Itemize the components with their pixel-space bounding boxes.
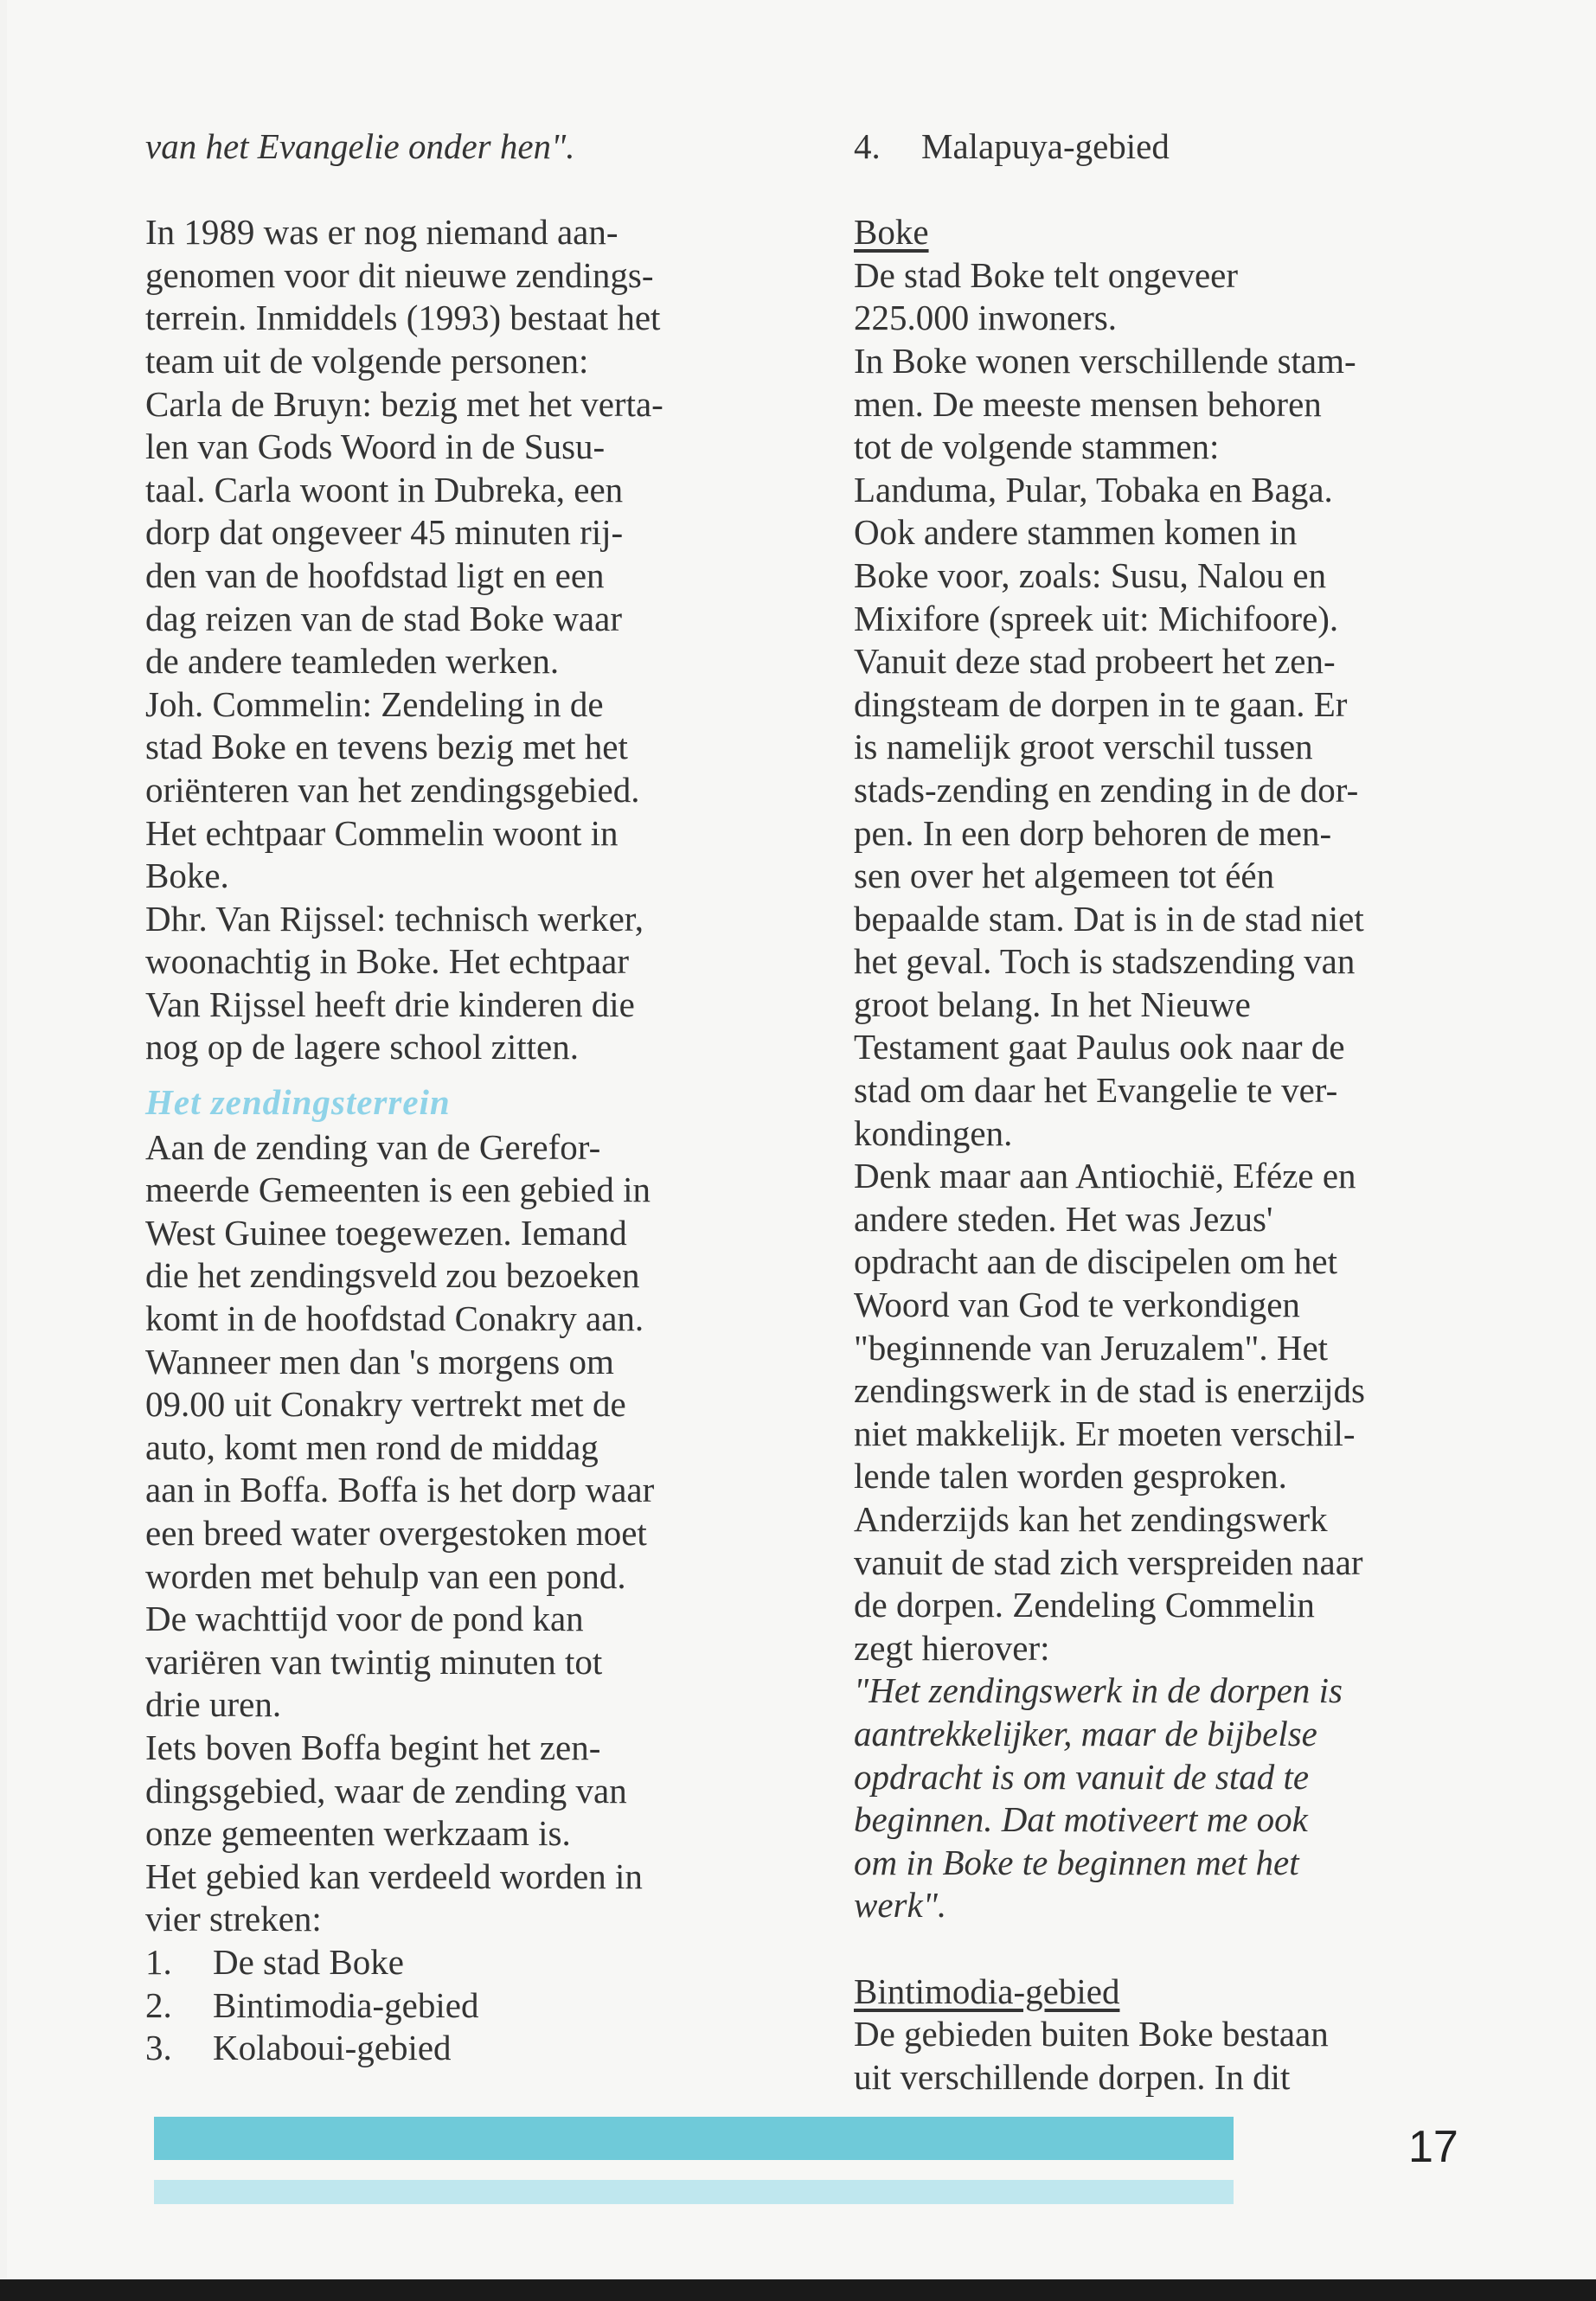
bintimodia-heading: Bintimodia-gebied	[854, 1971, 1120, 2011]
text-line: De stad Boke telt ongeveer	[854, 254, 1239, 295]
text-line: om in Boke te beginnen met het	[854, 1842, 1299, 1882]
text-line: Woord van God te verkondigen	[854, 1285, 1300, 1325]
text-line: beginnen. Dat motiveert me ook	[854, 1799, 1308, 1840]
list-item	[145, 2027, 785, 2070]
text-line: komt in de hoofdstad Conakry aan.	[145, 1298, 644, 1339]
text-line: Landuma, Pular, Tobaka en Baga.	[854, 469, 1333, 510]
text-line: Anderzijds kan het zendingswerk	[854, 1499, 1328, 1539]
list-number: 4.	[854, 126, 881, 166]
text-line: Iets boven Boffa begint het zen-	[145, 1727, 601, 1767]
text-line: die het zendingsveld zou bezoeken	[145, 1255, 640, 1296]
text-line: zendingswerk in de stad is enerzijds	[854, 1370, 1365, 1411]
text-line: Het echtpaar Commelin woont in	[145, 812, 619, 853]
footer-accent-band	[154, 2117, 1234, 2160]
section-heading: Het zendingsterrein	[145, 1082, 451, 1123]
text-line: len van Gods Woord in de Susu-	[145, 426, 606, 467]
text-line: Denk maar aan Antiochië, Eféze en	[854, 1156, 1356, 1196]
list-number: 3.	[145, 2028, 172, 2068]
text-line: Mixifore (spreek uit: Michifoore).	[854, 598, 1339, 638]
text-line: het geval. Toch is stadszending van	[854, 941, 1356, 982]
text-line: groot belang. In het Nieuwe	[854, 984, 1251, 1024]
text-line: Wanneer men dan 's morgens om	[145, 1341, 614, 1381]
text-line: 225.000 inwoners.	[854, 298, 1118, 338]
list-item	[145, 1941, 785, 1984]
text-line: opdracht is om vanuit de stad te	[854, 1756, 1310, 1797]
text-line: stads-zending en zending in de dor-	[854, 769, 1359, 810]
text-line: onze gemeenten werkzaam is.	[145, 1813, 571, 1854]
boke-heading: Boke	[854, 212, 929, 253]
text-line: een breed water overgestoken moet	[145, 1513, 647, 1553]
text-line: auto, komt men rond de middag	[145, 1426, 599, 1467]
list-number: 2.	[145, 1984, 172, 2025]
text-line: West Guinee toegewezen. Iemand	[145, 1212, 627, 1253]
list-item	[145, 1984, 785, 2028]
boke-paragraph	[854, 254, 1494, 1670]
text-line: Joh. Commelin: Zendeling in de	[145, 683, 604, 724]
text-line: andere steden. Het was Jezus'	[854, 1198, 1273, 1239]
text-line: kondingen.	[854, 1112, 1013, 1153]
text-line: de andere teamleden werken.	[145, 641, 560, 682]
text-line: den van de hoofdstad ligt en een	[145, 554, 605, 595]
intro-line: van het Evangelie onder hen".	[145, 126, 575, 166]
commelin-quote	[854, 1670, 1494, 1927]
text-line: genomen voor dit nieuwe zendings-	[145, 254, 654, 295]
text-line: meerde Gemeenten is een gebied in	[145, 1170, 651, 1210]
text-line: pen. In een dorp behoren de men-	[854, 812, 1332, 853]
text-line: oriënteren van het zendingsgebied.	[145, 769, 640, 810]
text-line: Testament gaat Paulus ook naar de	[854, 1027, 1345, 1067]
list-text: De stad Boke	[213, 1941, 404, 1982]
text-line: is namelijk groot verschil tussen	[854, 727, 1313, 767]
text-line: Aan de zending van de Gerefor-	[145, 1126, 601, 1167]
text-line: dorp dat ongeveer 45 minuten rij-	[145, 512, 624, 553]
text-line: Van Rijssel heeft drie kinderen die	[145, 984, 635, 1024]
list-text: Bintimodia-gebied	[213, 1984, 479, 2025]
text-line: worden met behulp van een pond.	[145, 1555, 626, 1596]
list-text: Malapuya-gebied	[921, 126, 1170, 166]
text-line: Dhr. Van Rijssel: technisch werker,	[145, 898, 644, 939]
footer-accent-band-light	[154, 2180, 1234, 2204]
text-line: dag reizen van de stad Boke waar	[145, 598, 622, 638]
text-line: werk".	[854, 1885, 947, 1926]
text-line: In Boke wonen verschillende stam-	[854, 340, 1356, 381]
text-line: team uit de volgende personen:	[145, 340, 589, 381]
text-line: aantrekkelijker, maar de bijbelse	[854, 1713, 1317, 1753]
text-line: aan in Boffa. Boffa is het dorp waar	[145, 1470, 655, 1510]
text-line: sen over het algemeen tot één	[854, 856, 1275, 896]
text-line: lende talen worden gesproken.	[854, 1456, 1287, 1497]
text-line: dingsgebied, waar de zending van	[145, 1770, 627, 1811]
text-line: bepaalde stam. Dat is in de stad niet	[854, 898, 1364, 939]
text-line: taal. Carla woont in Dubreka, een	[145, 469, 624, 510]
bintimodia-paragraph	[854, 2013, 1494, 2099]
team-paragraph	[145, 211, 785, 1069]
text-line: Vanuit deze stad probeert het zen-	[854, 641, 1336, 682]
text-line: Het gebied kan verdeeld worden in	[145, 1856, 643, 1896]
list-number: 1.	[145, 1941, 172, 1982]
text-line: vanuit de stad zich verspreiden naar	[854, 1541, 1363, 1582]
page-edge	[0, 2279, 1596, 2301]
region-list	[145, 1941, 785, 2070]
text-line: "beginnende van Jeruzalem". Het	[854, 1327, 1329, 1368]
text-line: vier streken:	[145, 1899, 322, 1939]
text-line: De gebieden buiten Boke bestaan	[854, 2014, 1329, 2054]
text-line: stad Boke en tevens bezig met het	[145, 727, 628, 767]
text-line: woonachtig in Boke. Het echtpaar	[145, 941, 630, 982]
text-line: dingsteam de dorpen in te gaan. Er	[854, 683, 1348, 724]
text-line: tot de volgende stammen:	[854, 426, 1220, 467]
text-line: nog op de lagere school zitten.	[145, 1027, 579, 1067]
text-line: men. De meeste mensen behoren	[854, 383, 1322, 424]
text-line: variëren van twintig minuten tot	[145, 1641, 603, 1682]
text-line: niet makkelijk. Er moeten verschil-	[854, 1413, 1356, 1453]
right-column	[854, 125, 1494, 2099]
text-line: Boke voor, zoals: Susu, Nalou en	[854, 554, 1327, 595]
text-line: Ook andere stammen komen in	[854, 512, 1298, 553]
text-line: zegt hierover:	[854, 1627, 1050, 1668]
text-line: 09.00 uit Conakry vertrekt met de	[145, 1384, 626, 1425]
page-number: 17	[1408, 2122, 1458, 2172]
left-column	[145, 125, 785, 2070]
text-line: In 1989 was er nog niemand aan-	[145, 212, 619, 253]
text-line: Boke.	[145, 856, 229, 896]
text-line: drie uren.	[145, 1684, 282, 1725]
text-line: de dorpen. Zendeling Commelin	[854, 1585, 1315, 1625]
text-line: Carla de Bruyn: bezig met het verta-	[145, 383, 663, 424]
list-text: Kolaboui-gebied	[213, 2028, 452, 2068]
text-line: opdracht aan de discipelen om het	[854, 1241, 1337, 1282]
text-line: uit verschillende dorpen. In dit	[854, 2056, 1291, 2097]
text-line: De wachttijd voor de pond kan	[145, 1599, 584, 1639]
zendingsterrein-paragraph	[145, 1126, 785, 1941]
text-line: "Het zendingswerk in de dorpen is	[854, 1670, 1343, 1711]
text-line: stad om daar het Evangelie te ver-	[854, 1070, 1338, 1111]
list-item	[854, 125, 1494, 169]
text-line: terrein. Inmiddels (1993) bestaat het	[145, 298, 661, 338]
